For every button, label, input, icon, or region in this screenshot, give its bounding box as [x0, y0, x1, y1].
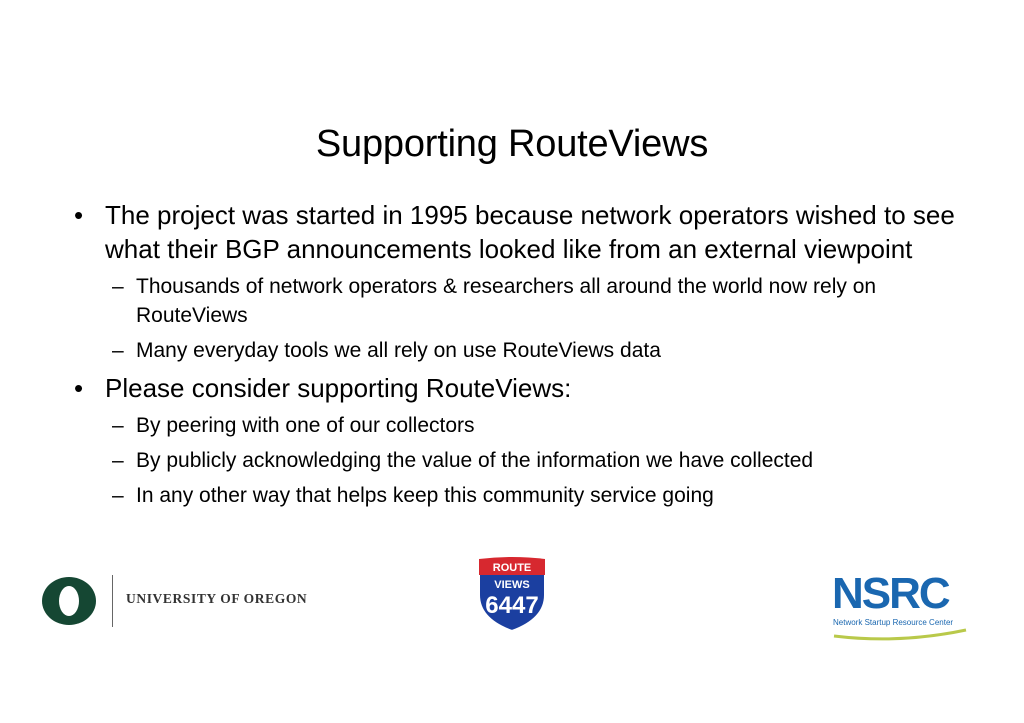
nsrc-logo	[830, 570, 970, 640]
logo-strip	[0, 555, 1024, 655]
sub-bullet-item	[70, 336, 970, 365]
dash-icon: –	[112, 414, 124, 437]
dash-icon: –	[112, 339, 124, 362]
dash-icon: –	[112, 275, 124, 298]
sub-bullet-item	[70, 411, 970, 440]
logo-divider	[112, 575, 113, 627]
bullet-item	[70, 371, 970, 405]
nsrc-tagline: Network Startup Resource Center	[833, 618, 954, 627]
bullet-text: The project was started in 1995 because network operators wished to see what their BGP announcements looked like from an external viewpoint	[105, 200, 955, 264]
bullet-item	[70, 198, 970, 266]
routeviews-shield-icon	[473, 555, 551, 633]
bullet-list	[70, 198, 970, 516]
bullet-icon: •	[74, 373, 84, 403]
university-of-oregon-logo	[40, 575, 340, 635]
sub-bullet-item	[70, 272, 970, 330]
shield-number: 6447	[485, 592, 539, 619]
sub-bullet-text: Many everyday tools we all rely on use RouteViews data	[136, 339, 661, 362]
dash-icon: –	[112, 449, 124, 472]
sub-bullet-text: Thousands of network operators & researchers all around the world now rely on RouteViews	[136, 275, 877, 327]
sub-list	[70, 411, 970, 510]
sub-bullet-text: By publicly acknowledging the value of the information we have collected	[136, 449, 814, 472]
bullet-icon: •	[74, 200, 84, 230]
sub-bullet-text: In any other way that helps keep this community service going	[136, 484, 714, 507]
bullet-text: Please consider supporting RouteViews:	[105, 373, 572, 403]
oregon-o-icon	[40, 575, 98, 627]
shield-line2: VIEWS	[494, 579, 530, 591]
nsrc-wordmark: NSRC	[832, 569, 949, 618]
university-name: UNIVERSITY OF OREGON	[126, 591, 308, 606]
sub-bullet-item	[70, 446, 970, 475]
shield-line1: ROUTE	[492, 562, 532, 574]
sub-list	[70, 272, 970, 365]
dash-icon: –	[112, 484, 124, 507]
slide-title: Supporting RouteViews	[315, 123, 709, 165]
sub-bullet-item	[70, 481, 970, 510]
sub-bullet-text: By peering with one of our collectors	[136, 414, 475, 437]
